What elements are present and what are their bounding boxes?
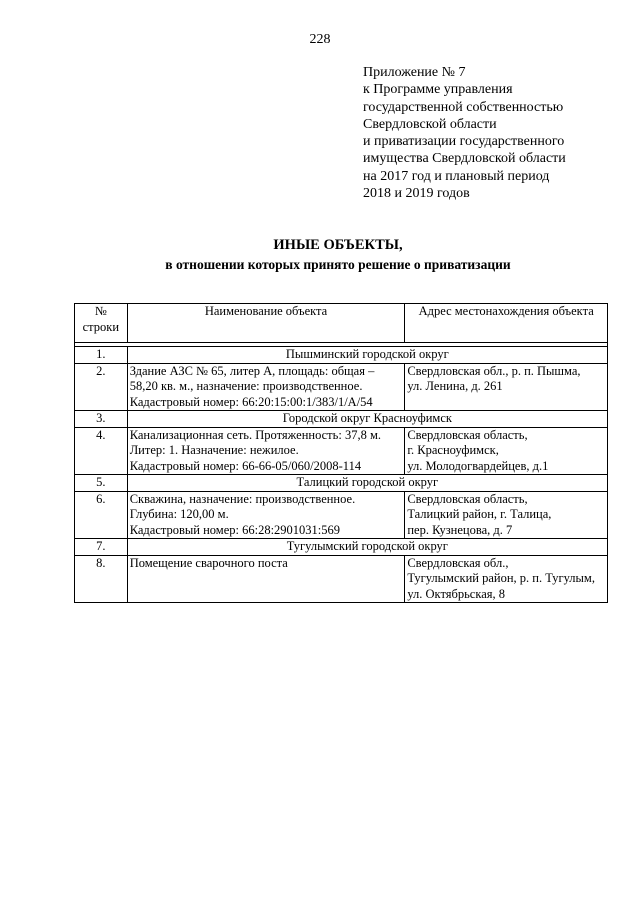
object-address-line: Свердловская обл., [407, 555, 509, 570]
header-num-symbol: № [94, 304, 107, 318]
object-address-line: ул. Октябрьская, 8 [407, 586, 506, 601]
row-number: 3. [75, 411, 128, 428]
district-row [75, 539, 608, 556]
row-number: 5. [75, 475, 128, 492]
appendix-line: государственной собственностью [363, 99, 564, 115]
document-title [0, 236, 640, 274]
row-number: 4. [75, 427, 128, 475]
object-address-line: Свердловская область, [407, 491, 528, 506]
appendix-line: на 2017 год и плановый период [363, 168, 550, 184]
district-row [75, 475, 608, 492]
object-name-line: Здание АЗС № 65, литер А, площадь: общая – [129, 363, 375, 378]
object-name-line: Кадастровый номер: 66-66-05/060/2008-114 [129, 458, 362, 473]
object-name [127, 427, 405, 475]
header-num-label: строки [82, 319, 120, 334]
object-name-line: Помещение сварочного поста [129, 555, 288, 570]
appendix-line: и приватизации государственного [363, 134, 565, 150]
objects-table [74, 303, 608, 603]
row-number: 6. [75, 491, 128, 539]
appendix-block [363, 64, 623, 202]
appendix-line: Свердловской области [363, 116, 497, 132]
district-name: Пышминский городской округ [127, 347, 607, 364]
object-address-line: ул. Молодогвардейцев, д.1 [407, 458, 549, 473]
object-name [127, 363, 405, 411]
header-object-name: Наименование объекта [127, 304, 405, 343]
object-row [75, 555, 608, 603]
object-name [127, 491, 405, 539]
appendix-line: имущества Свердловской области [363, 151, 566, 167]
object-address-line: Свердловская область, [407, 427, 528, 442]
object-name-line: Литер: 1. Назначение: нежилое. [129, 443, 299, 457]
district-row [75, 347, 608, 364]
title-line-2: в отношении которых принято решение о приватизации [165, 257, 511, 272]
object-name-line: Кадастровый номер: 66:20:15:00:1/383/1/А/54 [129, 394, 373, 409]
header-object-address: Адрес местонахождения объекта [405, 304, 608, 343]
district-name: Тугулымский городской округ [127, 539, 607, 556]
object-address-line: пер. Кузнецова, д. 7 [407, 522, 513, 537]
page-number: 228 [309, 32, 331, 47]
row-number: 8. [75, 555, 128, 603]
object-address-line: Тугулымский район, р. п. Тугулым, [407, 571, 595, 585]
row-number: 1. [75, 347, 128, 364]
title-line-1: ИНЫЕ ОБЪЕКТЫ, [273, 237, 403, 253]
table-body [75, 343, 608, 603]
row-number: 7. [75, 539, 128, 556]
object-name-line: Глубина: 120,00 м. [129, 507, 229, 521]
object-name-line: 58,20 кв. м., назначение: производственное. [129, 379, 363, 393]
table-header-row [75, 304, 608, 343]
object-name [127, 555, 405, 603]
object-row [75, 427, 608, 475]
object-address-line: г. Красноуфимск, [407, 443, 499, 457]
object-name-line: Скважина, назначение: производственное. [129, 491, 356, 506]
district-name: Талицкий городской округ [127, 475, 607, 492]
object-address-line: Талицкий район, г. Талица, [407, 507, 552, 521]
row-number: 2. [75, 363, 128, 411]
object-address [405, 363, 608, 411]
object-address [405, 555, 608, 603]
appendix-line: 2018 и 2019 годов [363, 186, 470, 202]
object-name-line: Канализационная сеть. Протяженность: 37,8 м. [129, 427, 381, 442]
header-row-number [75, 304, 128, 343]
object-row [75, 491, 608, 539]
object-address-line: Свердловская обл., р. п. Пышма, [407, 363, 581, 378]
district-row [75, 411, 608, 428]
object-address-line: ул. Ленина, д. 261 [407, 379, 503, 393]
appendix-line: к Программе управления [363, 82, 513, 98]
object-name-line: Кадастровый номер: 66:28:2901031:569 [129, 522, 341, 537]
object-row [75, 363, 608, 411]
object-address [405, 427, 608, 475]
district-name: Городской округ Красноуфимск [127, 411, 607, 428]
object-address [405, 491, 608, 539]
appendix-line: Приложение № 7 [363, 65, 466, 80]
